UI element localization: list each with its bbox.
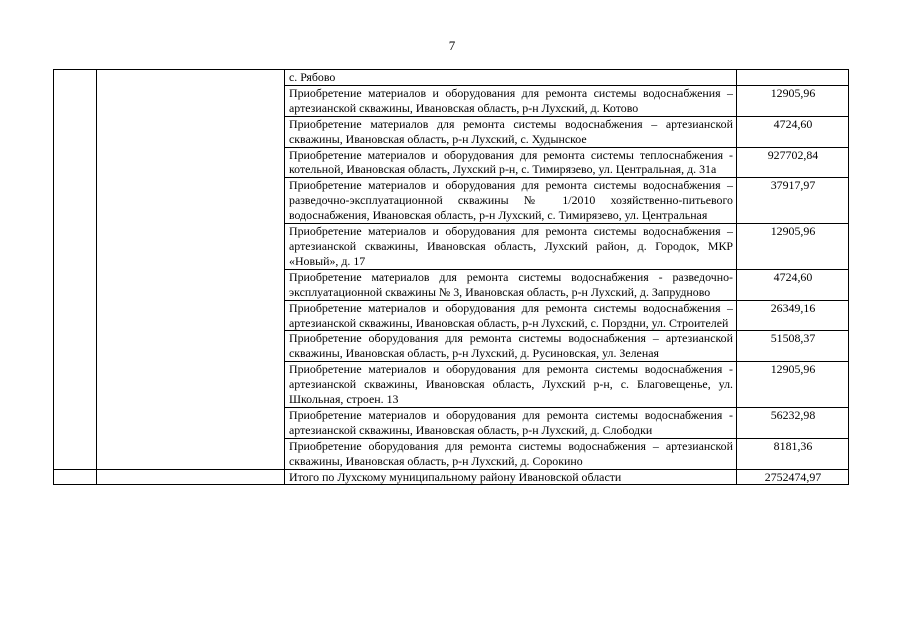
row-amount: 4724,60 (737, 116, 849, 147)
row-amount: 12905,96 (737, 362, 849, 408)
row-description: Приобретение материалов и оборудования для ремонта системы водоснабжения – артезианской скважины, Ивановская область, р-н Лухский, д. Котово (285, 85, 737, 116)
row-description: Приобретение материалов и оборудования для ремонта системы водоснабжения - артезианской скважины, Ивановская область, р-н Лухский, д. Слободки (285, 407, 737, 438)
row-amount: 37917,97 (737, 178, 849, 224)
row-amount: 12905,96 (737, 85, 849, 116)
empty-column-1 (54, 70, 97, 470)
row-description: Приобретение материалов и оборудования для ремонта системы теплоснабжения - котельной, Ивановская область, Лухский р-н, с. Тимирязево, ул. Центральная, д. 31а (285, 147, 737, 178)
row-amount: 26349,16 (737, 300, 849, 331)
row-description: Приобретение материалов и оборудования для ремонта системы водоснабжения – разведочно-эксплуатационной скважины № 1/2010 хозяйственно-питьевого водоснабжения, Ивановская область, р-н Лухский, с. Тимирязево, ул. Центральная (285, 178, 737, 224)
row-amount: 12905,96 (737, 224, 849, 270)
table-row (54, 70, 849, 86)
row-description: с. Рябово (285, 70, 737, 86)
row-description: Приобретение материалов и оборудования для ремонта системы водоснабжения – артезианской скважины, Ивановская область, р-н Лухский, с. Порздни, ул. Строителей (285, 300, 737, 331)
row-amount: 51508,37 (737, 331, 849, 362)
document-table (53, 69, 849, 485)
row-description: Приобретение материалов и оборудования для ремонта системы водоснабжения - артезианской скважины, Ивановская область, Лухский р-н, с. Благовещенье, ул. Школьная, строен. 13 (285, 362, 737, 408)
page-number: 7 (448, 38, 456, 53)
row-amount (737, 70, 849, 86)
row-description: Приобретение материалов и оборудования для ремонта системы водоснабжения – артезианской скважины, Ивановская область, Лухский район, д. Городок, МКР «Новый», д. 17 (285, 224, 737, 270)
row-amount: 56232,98 (737, 407, 849, 438)
empty-column-2 (97, 70, 285, 470)
total-row (54, 469, 849, 485)
total-label: Итого по Лухскому муниципальному району Ивановской области (285, 469, 737, 485)
row-description: Приобретение оборудования для ремонта системы водоснабжения – артезианской скважины, Ивановская область, р-н Лухский, д. Русиновская, ул. Зеленая (285, 331, 737, 362)
row-description: Приобретение материалов для ремонта системы водоснабжения – артезианской скважины, Ивановская область, р-н Лухский, с. Худынское (285, 116, 737, 147)
total-amount: 2752474,97 (737, 469, 849, 485)
empty-column-1 (54, 469, 97, 485)
row-amount: 927702,84 (737, 147, 849, 178)
row-amount: 4724,60 (737, 269, 849, 300)
row-amount: 8181,36 (737, 438, 849, 469)
row-description: Приобретение материалов для ремонта системы водоснабжения - разведочно-эксплуатационной скважины № 3, Ивановская область, р-н Лухский, д. Запрудново (285, 269, 737, 300)
row-description: Приобретение оборудования для ремонта системы водоснабжения – артезианской скважины, Ивановская область, р-н Лухский, д. Сорокино (285, 438, 737, 469)
empty-column-2 (97, 469, 285, 485)
